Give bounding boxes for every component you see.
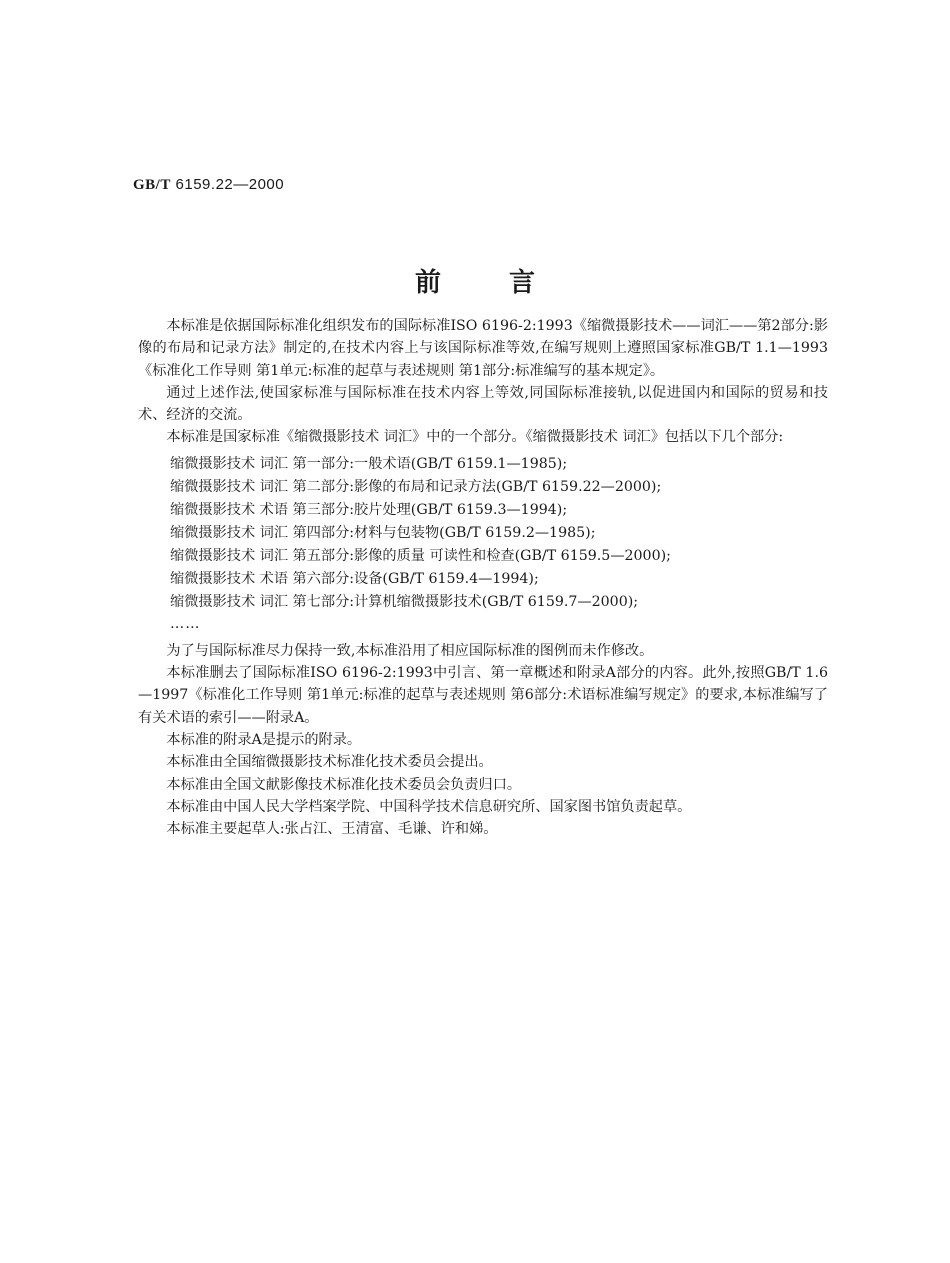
list-item: 缩微摄影技术 词汇 第二部分:影像的布局和记录方法(GB/T 6159.22—2000); xyxy=(170,478,662,495)
paragraph-deletions: 本标准删去了国际标准ISO 6196-2:1993中引言、第一章概述和附录A部分的内容。此外,按照GB/T 1.6—1997《标准化工作导则 第1单元:标准的起草与表述规则 第6部分:术语标准编写规定》的要求,本标准编写了有关术语的索引——附录A。 xyxy=(138,665,828,726)
standard-code-number: 6159.22—2000 xyxy=(170,176,285,193)
paragraph-administrator: 本标准由全国文献影像技术标准化技术委员会负责归口。 xyxy=(166,776,522,793)
foreword-tail xyxy=(138,640,828,841)
paragraph-figures: 为了与国际标准尽力保持一致,本标准沿用了相应国际标准的图例而未作修改。 xyxy=(166,642,654,659)
list-item: 缩微摄影技术 术语 第三部分:胶片处理(GB/T 6159.3—1994); xyxy=(170,501,568,518)
paragraph-parts-intro: 本标准是国家标准《缩微摄影技术 词汇》中的一个部分。《缩微摄影技术 词汇》包括以下几个部分: xyxy=(166,429,784,446)
list-item: 缩微摄影技术 词汇 第四部分:材料与包装物(GB/T 6159.2—1985); xyxy=(170,524,596,541)
list-ellipsis: …… xyxy=(170,615,201,632)
list-item: 缩微摄影技术 词汇 第五部分:影像的质量 可读性和检查(GB/T 6159.5—2000); xyxy=(170,547,671,564)
foreword-body xyxy=(138,315,828,840)
paragraph-drafters: 本标准主要起草人:张占江、王清富、毛谦、许和娣。 xyxy=(166,821,498,838)
paragraph-drafting-units: 本标准由中国人民大学档案学院、中国科学技术信息研究所、国家图书馆负责起草。 xyxy=(166,798,692,815)
parts-list xyxy=(138,453,828,614)
list-item: 缩微摄影技术 术语 第六部分:设备(GB/T 6159.4—1994); xyxy=(170,570,539,587)
paragraph-proposer: 本标准由全国缩微摄影技术标准化技术委员会提出。 xyxy=(166,754,493,771)
standard-code xyxy=(133,176,284,194)
standard-code-prefix: GB/T xyxy=(133,177,171,193)
paragraph-purpose: 通过上述作法,使国家标准与国际标准在技术内容上等效,同国际标准接轨,以促进国内和国际的贸易和技术、经济的交流。 xyxy=(138,384,828,424)
list-item: 缩微摄影技术 词汇 第一部分:一般术语(GB/T 6159.1—1985); xyxy=(170,455,568,472)
paragraph-appendix: 本标准的附录A是提示的附录。 xyxy=(166,731,362,748)
list-item: 缩微摄影技术 词汇 第七部分:计算机缩微摄影技术(GB/T 6159.7—2000); xyxy=(170,593,639,610)
page-title: 前言 xyxy=(414,268,603,298)
paragraph-basis: 本标准是依据国际标准化组织发布的国际标准ISO 6196-2:1993《缩微摄影技术——词汇——第2部分:影像的布局和记录方法》制定的,在技术内容上与该国际标准等效,在编写规则上遵照国家标准GB/T 1.1—1993《标准化工作导则 第1单元:标准的起草与表述规则 第1部分:标准编写的基本规定》。 xyxy=(138,318,828,379)
